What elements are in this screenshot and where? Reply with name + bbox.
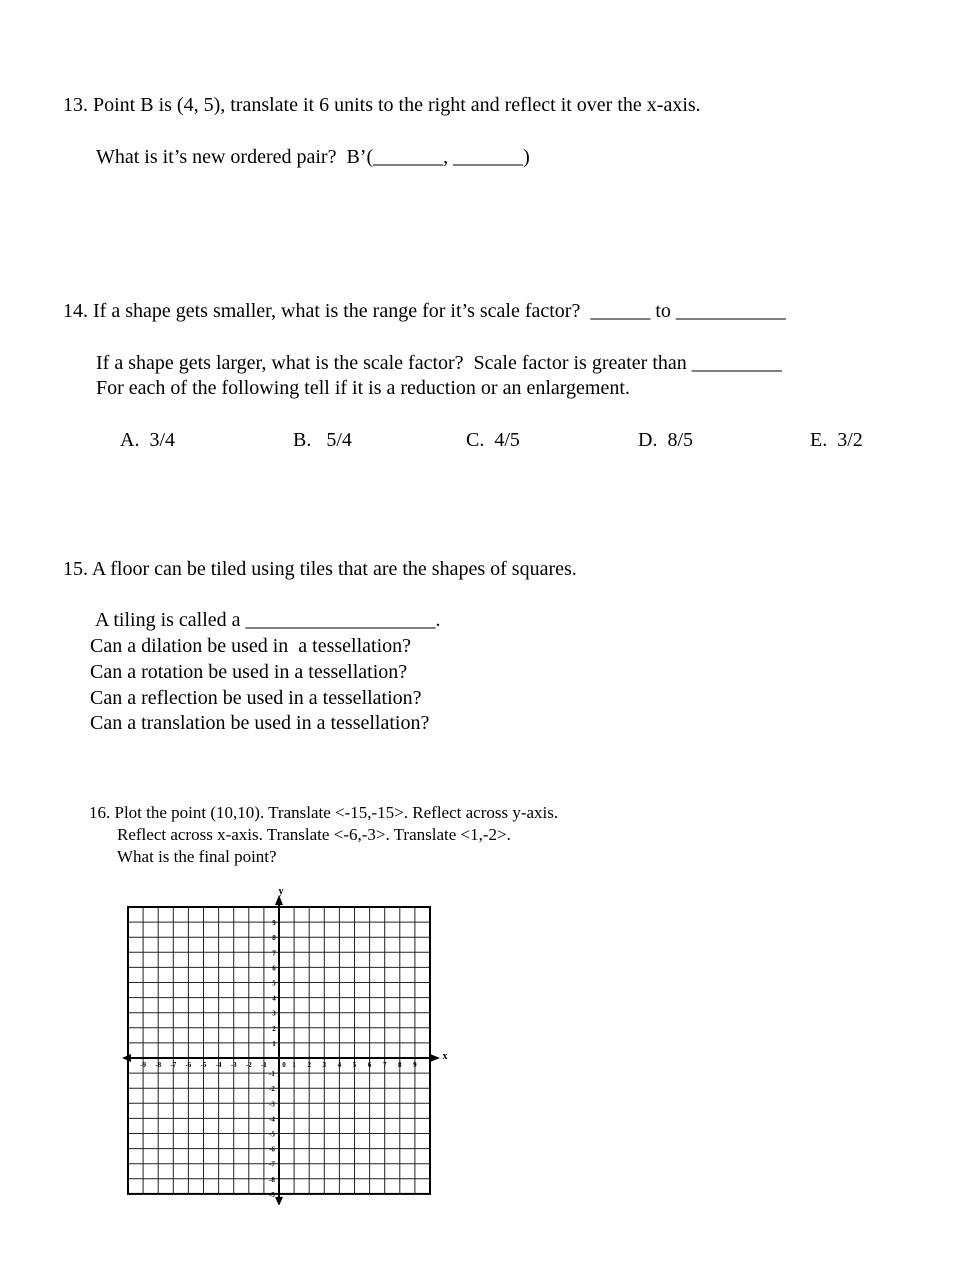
x-tick-label: 4 bbox=[337, 1061, 342, 1069]
q13-line1: 13. Point B is (4, 5), translate it 6 units to the right and reflect it over the x-axis. bbox=[63, 94, 701, 116]
y-tick-label: 2 bbox=[272, 1024, 276, 1033]
q14-line1: 14. If a shape gets smaller, what is the range for it’s scale factor? ______ to ___________ bbox=[63, 300, 786, 322]
x-tick-label: -9 bbox=[140, 1061, 147, 1069]
q14-option-a: A. 3/4 bbox=[120, 429, 175, 451]
q14-line3: For each of the following tell if it is a reduction or an enlargement. bbox=[96, 377, 630, 399]
y-tick-label: 1 bbox=[272, 1039, 276, 1048]
y-tick-label: -3 bbox=[269, 1100, 275, 1109]
y-tick-label: 3 bbox=[272, 1009, 276, 1018]
q14-option-d: D. 8/5 bbox=[638, 429, 693, 451]
x-tick-label: -7 bbox=[170, 1061, 177, 1069]
q16-line3: What is the final point? bbox=[117, 847, 277, 866]
x-tick-label: 2 bbox=[307, 1061, 311, 1069]
x-axis-arrow-left bbox=[122, 1054, 131, 1062]
y-tick-label: 7 bbox=[272, 949, 276, 958]
axes bbox=[122, 895, 440, 1205]
q15-line1: 15. A floor can be tiled using tiles that are the shapes of squares. bbox=[63, 558, 577, 580]
y-axis-arrow-down bbox=[275, 1197, 283, 1205]
q15-line2: A tiling is called a ___________________. bbox=[95, 609, 441, 631]
x-tick-label: -1 bbox=[260, 1061, 267, 1069]
x-tick-label: -6 bbox=[185, 1061, 192, 1069]
x-tick-label: 8 bbox=[398, 1061, 402, 1069]
x-axis-label: x bbox=[442, 1051, 448, 1062]
q13-line2: What is it’s new ordered pair? B’(_______, _______) bbox=[96, 146, 530, 168]
y-tick-label: 8 bbox=[272, 934, 276, 943]
x-tick-label: 3 bbox=[322, 1061, 327, 1069]
x-tick-label: 7 bbox=[382, 1061, 387, 1069]
y-tick-label: -4 bbox=[269, 1115, 275, 1124]
x-tick-label: -4 bbox=[215, 1061, 222, 1069]
y-tick-label: -7 bbox=[269, 1160, 275, 1169]
x-tick-label: 9 bbox=[413, 1061, 417, 1069]
q15-line3: Can a dilation be used in a tessellation? bbox=[90, 635, 412, 657]
q14-option-b: B. 5/4 bbox=[293, 429, 352, 451]
x-tick-label: -8 bbox=[155, 1061, 162, 1069]
x-tick-label: 6 bbox=[367, 1061, 372, 1069]
q15-line4: Can a rotation be used in a tessellation? bbox=[90, 661, 408, 683]
y-axis-label: y bbox=[278, 886, 284, 897]
y-tick-label: -1 bbox=[269, 1070, 275, 1079]
y-tick-label: 6 bbox=[272, 964, 276, 973]
x-tick-label: 5 bbox=[352, 1061, 357, 1069]
y-tick-label: -8 bbox=[269, 1175, 275, 1184]
q14-option-c: C. 4/5 bbox=[466, 429, 520, 451]
x-tick-label: 1 bbox=[292, 1061, 296, 1069]
y-tick-label: 5 bbox=[272, 979, 276, 988]
y-tick-label: -2 bbox=[269, 1085, 275, 1094]
q16-line1: 16. Plot the point (10,10). Translate <-15,-15>. Reflect across y-axis. bbox=[89, 803, 559, 822]
q14-line2: If a shape gets larger, what is the scale factor? Scale factor is greater than _________ bbox=[96, 352, 782, 374]
q15-line6: Can a translation be used in a tessellation? bbox=[90, 712, 430, 734]
y-tick-label: -9 bbox=[269, 1190, 275, 1199]
y-tick-label: -5 bbox=[269, 1130, 275, 1139]
q16-line2: Reflect across x-axis. Translate <-6,-3>. Translate <1,-2>. bbox=[117, 825, 511, 844]
origin-label: 0 bbox=[282, 1061, 286, 1069]
y-tick-label: 9 bbox=[272, 919, 276, 928]
q15-line5: Can a reflection be used in a tessellation? bbox=[90, 687, 422, 709]
coordinate-grid bbox=[120, 885, 460, 1205]
x-tick-label: -2 bbox=[245, 1061, 252, 1069]
x-axis-arrow-right bbox=[430, 1054, 440, 1062]
q14-option-e: E. 3/2 bbox=[810, 429, 863, 451]
y-tick-label: 4 bbox=[272, 994, 276, 1003]
y-tick-label: -6 bbox=[269, 1145, 275, 1154]
x-tick-label: -5 bbox=[200, 1061, 207, 1069]
x-tick-label: -3 bbox=[230, 1061, 237, 1069]
